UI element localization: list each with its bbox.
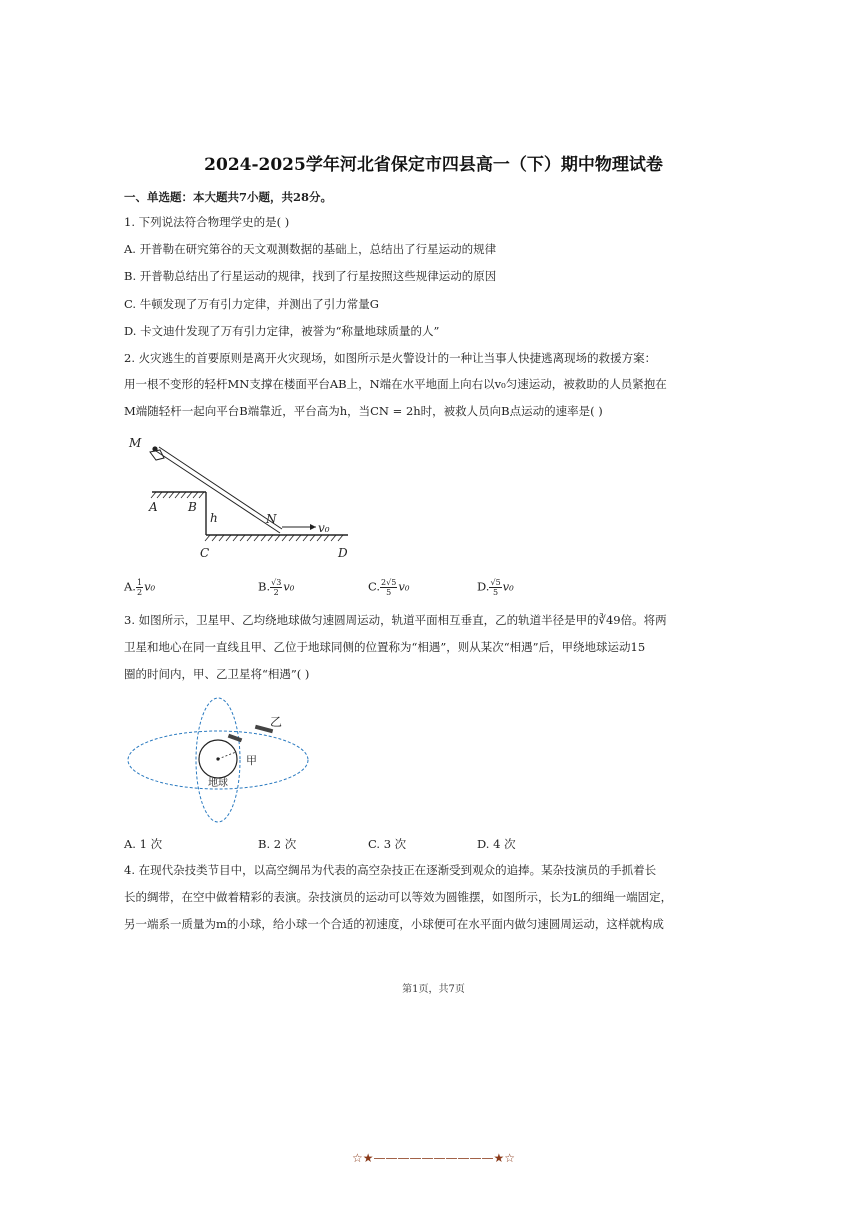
q3-option-c: C. 3 次: [368, 837, 407, 851]
satellite-orbit-figure: [124, 694, 314, 826]
q3-option-b: B. 2 次: [258, 837, 297, 851]
section-heading: 一、单选题：本大题共7小题，共28分。: [124, 190, 333, 204]
q3-option-d: D. 4 次: [477, 837, 516, 851]
q1-stem: 1. 下列说法符合物理学史的是( ): [124, 215, 290, 229]
label-A: A: [149, 500, 158, 514]
q3-stem-line3: 圈的时间内，甲、乙卫星将“相遇”( ): [124, 667, 310, 681]
label-N: N: [266, 512, 277, 526]
q2-option-d: D. $\frac{√5}{5}$ v₀: [477, 578, 514, 597]
label-D: D: [338, 546, 348, 560]
q1-option-c: C. 牛顿发现了万有引力定律，并测出了引力常量G: [124, 297, 379, 311]
q2-option-c: C. $\frac{2√5}{5}$ v₀: [368, 578, 410, 597]
q4-stem-line3: 另一端系一质量为m的小球，给小球一个合适的初速度，小球便可在水平面内做匀速圆周运动，这样就构成: [124, 917, 664, 931]
q1-option-a: A. 开普勒在研究第谷的天文观测数据的基础上，总结出了行星运动的规律: [124, 242, 497, 256]
label-earth: 地球: [208, 778, 228, 789]
label-B: B: [188, 500, 197, 514]
q4-stem-line1: 4. 在现代杂技类节目中，以高空绸吊为代表的高空杂技正在逐渐受到观众的追捧。某杂技演员的手抓着长: [124, 863, 657, 877]
q2-stem-line1: 2. 火灾逃生的首要原则是离开火灾现场，如图所示是火警设计的一种让当事人快捷逃离现场的救援方案：: [124, 351, 657, 365]
q4-stem-line2: 长的绸带，在空中做着精彩的表演。杂技演员的运动可以等效为圆锥摆，如图所示，长为L的细绳一端固定，: [124, 890, 673, 904]
q2-stem-line3: M端随轻杆一起向平台B端靠近，平台高为h，当CN = 2h时，被救人员向B点运动的速率是( ): [124, 404, 603, 418]
label-yi: 乙: [270, 715, 283, 729]
label-C: C: [200, 546, 210, 560]
exam-title: 2024-2025学年河北省保定市四县高一（下）期中物理试卷: [204, 155, 663, 175]
label-h: h: [210, 511, 218, 525]
q2-option-a: A. $\frac{1}{2}$ v₀: [124, 578, 156, 597]
q3-stem-line1: 3. 如图所示，卫星甲、乙均绕地球做匀速圆周运动，轨道平面相互垂直，乙的轨道半径是甲的∛49倍。将两: [124, 613, 667, 627]
q2-stem-line2: 用一根不变形的轻杆MN支撑在楼面平台AB上，N端在水平地面上向右以v₀匀速运动，被救助的人员紧抱在: [124, 377, 667, 391]
label-M: M: [129, 436, 142, 450]
rescue-rod-figure: [120, 432, 360, 564]
q1-option-d: D. 卡文迪什发现了万有引力定律，被誉为“称量地球质量的人”: [124, 324, 440, 338]
q3-stem-line2: 卫星和地心在同一直线且甲、乙位于地球同侧的位置称为“相遇”，则从某次“相遇”后，甲绕地球运动15: [124, 640, 646, 654]
label-jia: 甲: [246, 754, 257, 767]
q3-option-a: A. 1 次: [124, 837, 163, 851]
label-v0: v₀: [318, 521, 330, 535]
q2-option-b: B. $\frac{√3}{2}$ v₀: [258, 578, 295, 597]
bottom-decoration: ☆★——————————★☆: [351, 1151, 516, 1165]
q1-option-b: B. 开普勒总结出了行星运动的规律，找到了行星按照这些规律运动的原因: [124, 269, 497, 283]
page-footer: 第1页，共7页: [402, 984, 465, 995]
